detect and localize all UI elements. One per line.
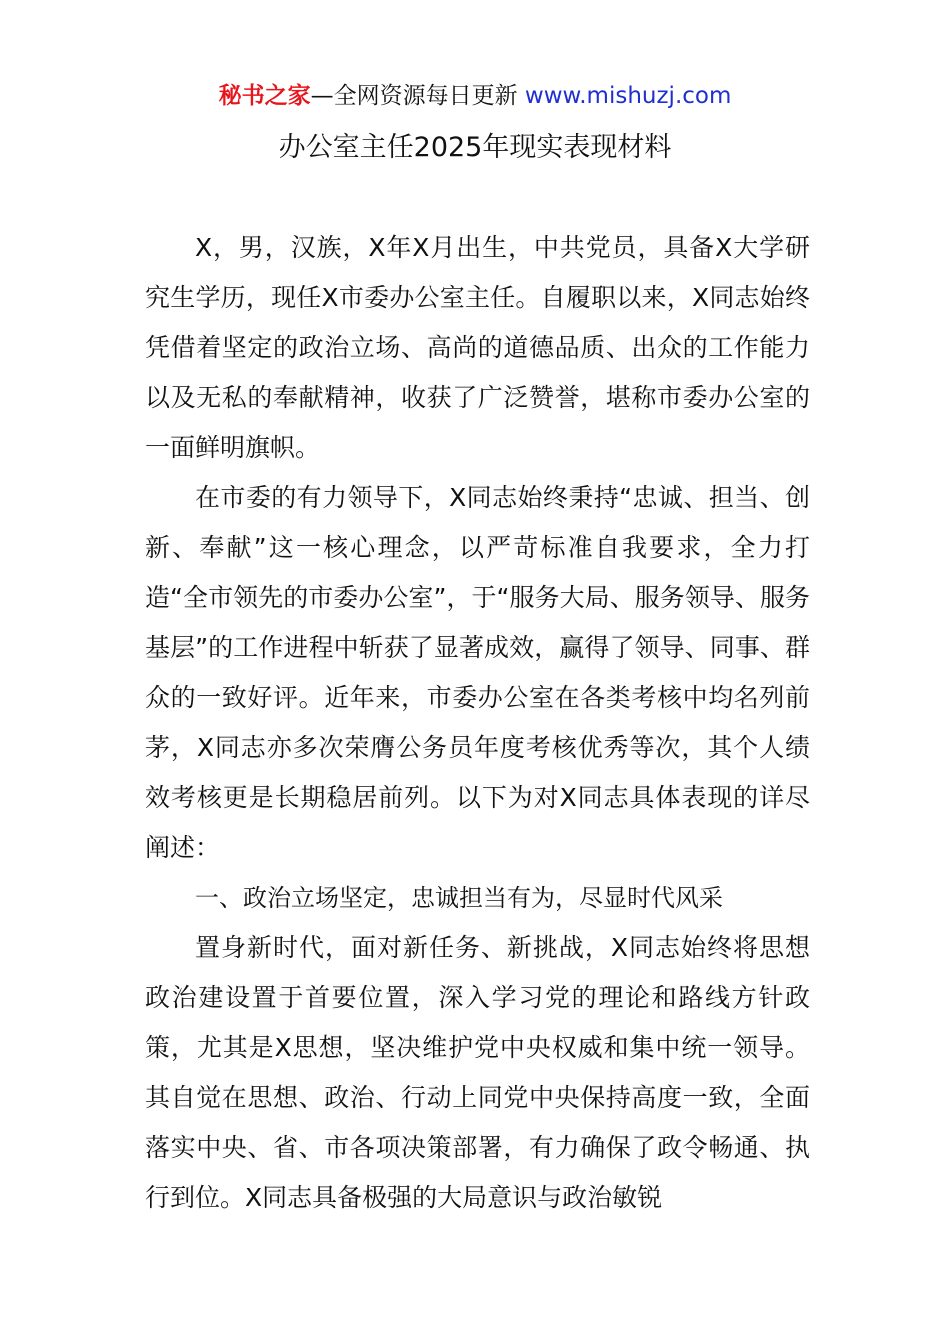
paragraph-intro: X，男，汉族，X年X月出生，中共党员，具备X大学研究生学历，现任X市委办公室主任。自履职以来，X同志始终凭借着坚定的政治立场、高尚的道德品质、出众的工作能力以及无私的奉献精神，收获了广泛赞誉，堪称市委办公室的一面鲜明旗帜。 [145, 233, 810, 462]
document-title: 办公室主任2025年现实表现材料 [278, 132, 672, 163]
site-header [0, 80, 950, 112]
site-brand: 秘书之家 [218, 83, 311, 109]
paragraph-overview: 在市委的有力领导下，X同志始终秉持“忠诚、担当、创新、奉献”这一核心理念，以严苛标准自我要求，全力打造“全市领先的市委办公室”，于“服务大局、服务领导、服务基层”的工作进程中斩获了显著成效，赢得了领导、同事、群众的一致好评。近年来，市委办公室在各类考核中均名列前茅，X同志亦多次荣膺公务员年度考核优秀等次，其个人绩效考核更是长期稳居前列。以下为对X同志具体表现的详尽阐述： [145, 483, 810, 862]
section-heading-1: 一、政治立场坚定，忠诚担当有为，尽显时代风采 [195, 884, 723, 912]
document-body [145, 223, 810, 1223]
site-tagline: —全网资源每日更新 [310, 83, 518, 109]
paragraph-section-1: 置身新时代，面对新任务、新挑战，X同志始终将思想政治建设置于首要位置，深入学习党的理论和路线方针政策，尤其是X思想，坚决维护党中央权威和集中统一领导。其自觉在思想、政治、行动上同党中央保持高度一致，全面落实中央、省、市各项决策部署，有力确保了政令畅通、执行到位。X同志具备极强的大局意识与政治敏锐 [145, 933, 810, 1212]
site-url-link[interactable]: www.mishuzj.com [524, 83, 732, 109]
